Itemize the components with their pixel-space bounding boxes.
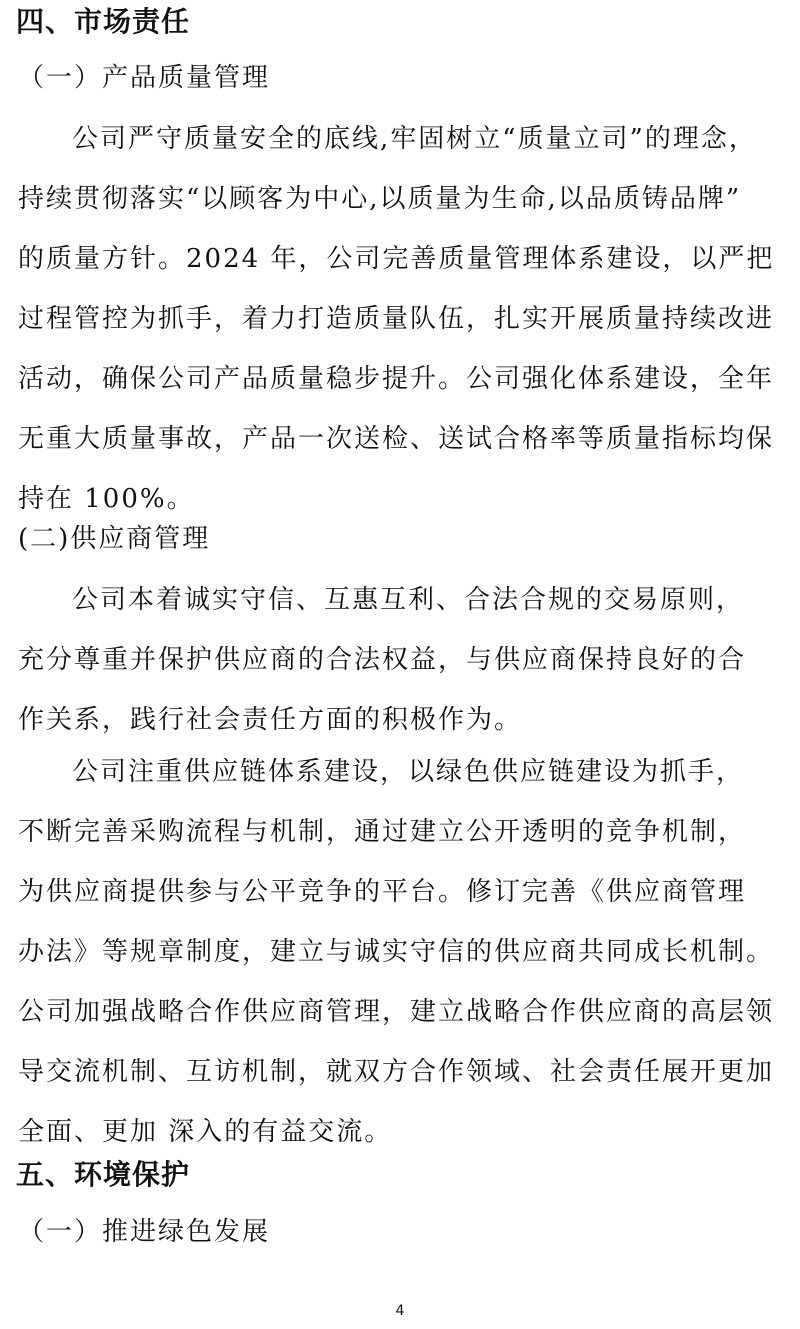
text-line: 导交流机制、互访机制，就双方合作领域、社会责任展开更加 bbox=[18, 1057, 775, 1087]
paragraph-supplier-principles bbox=[18, 570, 788, 750]
text-line: 活动，确保公司产品质量稳步提升。公司强化体系建设，全年 bbox=[18, 364, 775, 394]
text-line: 充分尊重并保护供应商的合法权益，与供应商保持良好的合 bbox=[18, 645, 747, 675]
text-line: 无重大质量事故，产品一次送检、送试合格率等质量指标均保 bbox=[18, 424, 775, 454]
text-line: 办法》等规章制度，建立与诚实守信的供应商共同成长机制。 bbox=[18, 937, 775, 967]
section-heading-market-responsibility: 四、市场责任 bbox=[16, 5, 191, 38]
section-heading-environmental-protection: 五、环境保护 bbox=[16, 1158, 191, 1191]
text-line: 全面、更加 深入的有益交流。 bbox=[18, 1117, 393, 1147]
text-line: 持在 100%。 bbox=[18, 484, 195, 514]
text-line: 公司注重供应链体系建设，以绿色供应链建设为抓手， bbox=[72, 757, 745, 787]
text-line: 的质量方针。2024 年，公司完善质量管理体系建设，以严把 bbox=[18, 244, 775, 274]
text-line: 公司加强战略合作供应商管理，建立战略合作供应商的高层领 bbox=[18, 997, 775, 1027]
paragraph-supply-chain bbox=[18, 742, 788, 1162]
text-line: 公司严守质量安全的底线,牢固树立“质量立司”的理念， bbox=[72, 124, 757, 154]
subheading-supplier-management: (二)供应商管理 bbox=[18, 524, 211, 554]
text-line: 持续贯彻落实“以顾客为中心,以质量为生命,以品质铸品牌” bbox=[18, 184, 742, 214]
subheading-green-development: （一）推进绿色发展 bbox=[18, 1217, 271, 1247]
page-number: 4 bbox=[395, 1303, 405, 1319]
text-line: 作关系，践行社会责任方面的积极作为。 bbox=[18, 705, 523, 735]
text-line: 过程管控为抓手，着力打造质量队伍，扎实开展质量持续改进 bbox=[18, 304, 775, 334]
paragraph-product-quality bbox=[18, 109, 788, 529]
text-line: 公司本着诚实守信、互惠互利、合法合规的交易原则， bbox=[72, 585, 745, 615]
text-line: 为供应商提供参与公平竞争的平台。修订完善《供应商管理 bbox=[18, 877, 747, 907]
subheading-product-quality: （一）产品质量管理 bbox=[18, 63, 271, 93]
text-line: 不断完善采购流程与机制，通过建立公开透明的竞争机制， bbox=[18, 817, 747, 847]
